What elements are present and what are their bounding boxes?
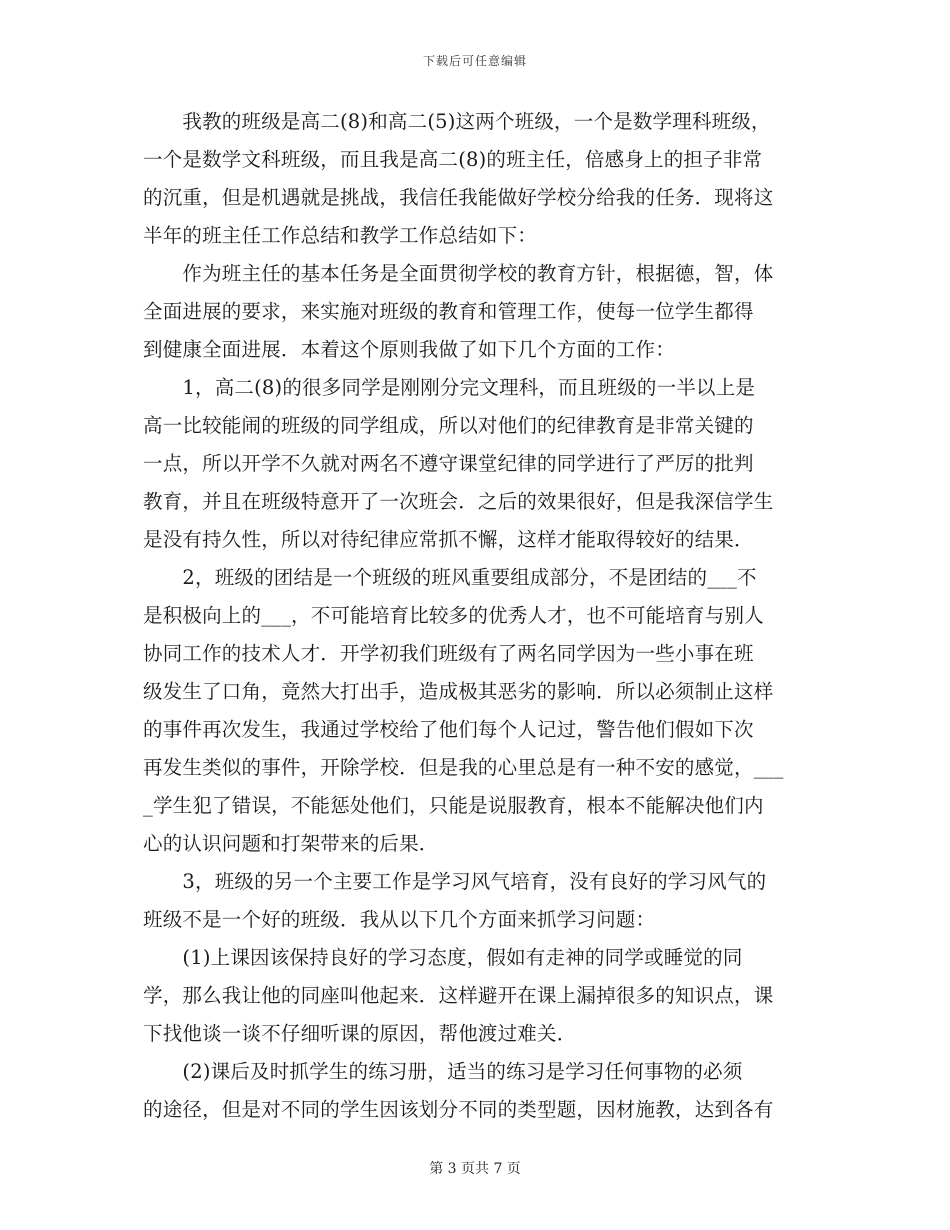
text-line: 的事件再次发生，我通过学校给了他们每个人记过，警告他们假如下次 <box>143 718 754 741</box>
text-line: 高一比较能闹的班级的同学组成，所以对他们的纪律教育是非常关键的 <box>143 414 754 437</box>
text-line: 班级不是一个好的班级．我从以下几个方面来抓学习问题： <box>143 908 656 931</box>
text-line: 教育，并且在班级特意开了一次班会．之后的效果很好，但是我深信学生 <box>143 490 774 513</box>
text-line: 是没有持久性，所以对待纪律应常抓不懈，这样才能取得较好的结果． <box>143 528 754 551</box>
text-line: 学，那么我让他的同座叫他起来．这样避开在课上漏掉很多的知识点，课 <box>143 984 774 1007</box>
text-line: (1)上课因该保持良好的学习态度，假如有走神的同学或睡觉的同 <box>143 946 743 969</box>
text-line: 下找他谈一谈不仔细听课的原因，帮他渡过难关． <box>143 1022 577 1045</box>
text-line: (2)课后及时抓学生的练习册，适当的练习是学习任何事物的必须 <box>143 1060 743 1083</box>
document-body <box>143 103 815 1129</box>
page-number: 第 3 页共 7 页 <box>429 1161 521 1177</box>
text-line: 的沉重，但是机遇就是挑战，我信任我能做好学校分给我的任务．现将这 <box>143 186 774 209</box>
text-line: 再发生类似的事件，开除学校．但是我的心里总是有一种不安的感觉，___ <box>143 756 784 779</box>
text-line: 级发生了口角，竟然大打出手，造成极其恶劣的影响．所以必须制止这样 <box>143 680 774 703</box>
text-line: 1，高二(8)的很多同学是刚刚分完文理科，而且班级的一半以上是 <box>143 376 756 399</box>
text-line: 到健康全面进展．本着这个原则我做了如下几个方面的工作： <box>143 338 675 361</box>
text-line: 作为班主任的基本任务是全面贯彻学校的教育方针，根据德，智，体 <box>143 262 774 285</box>
paragraph-item-1 <box>143 369 815 559</box>
text-line: 心的认识问题和打架带来的后果． <box>143 832 439 855</box>
text-line: _学生犯了错误，不能惩处他们，只能是说服教育，根本不能解决他们内 <box>143 794 764 817</box>
text-line: 是积极向上的___，不可能培育比较多的优秀人才，也不可能培育与别人 <box>143 604 764 627</box>
text-line: 一点，所以开学不久就对两名不遵守课堂纪律的同学进行了严厉的批判 <box>143 452 754 475</box>
paragraph-item-2 <box>143 559 815 863</box>
text-line: 我教的班级是高二(8)和高二(5)这两个班级，一个是数学理科班级， <box>143 110 771 133</box>
paragraph-tasks <box>143 255 815 369</box>
text-line: 一个是数学文科班级，而且我是高二(8)的班主任，倍感身上的担子非常 <box>143 148 763 171</box>
text-line: 2，班级的团结是一个班级的班风重要组成部分，不是团结的___不 <box>143 566 757 589</box>
text-line: 全面进展的要求，来实施对班级的教育和管理工作，使每一位学生都得 <box>143 300 754 323</box>
text-line: 3，班级的另一个主要工作是学习风气培育，没有良好的学习风气的 <box>143 870 767 893</box>
paragraph-subitem-2 <box>143 1053 815 1129</box>
text-line: 的途径，但是对不同的学生因该划分不同的类型题，因材施教，达到各有 <box>143 1098 774 1121</box>
text-line: 半年的班主任工作总结和教学工作总结如下： <box>143 224 538 247</box>
text-line: 协同工作的技术人才．开学初我们班级有了两名同学因为一些小事在班 <box>143 642 754 665</box>
paragraph-subitem-1 <box>143 939 815 1053</box>
paragraph-item-3 <box>143 863 815 939</box>
page-header: 下载后可任意编辑 <box>422 54 527 68</box>
paragraph-intro <box>143 103 815 255</box>
